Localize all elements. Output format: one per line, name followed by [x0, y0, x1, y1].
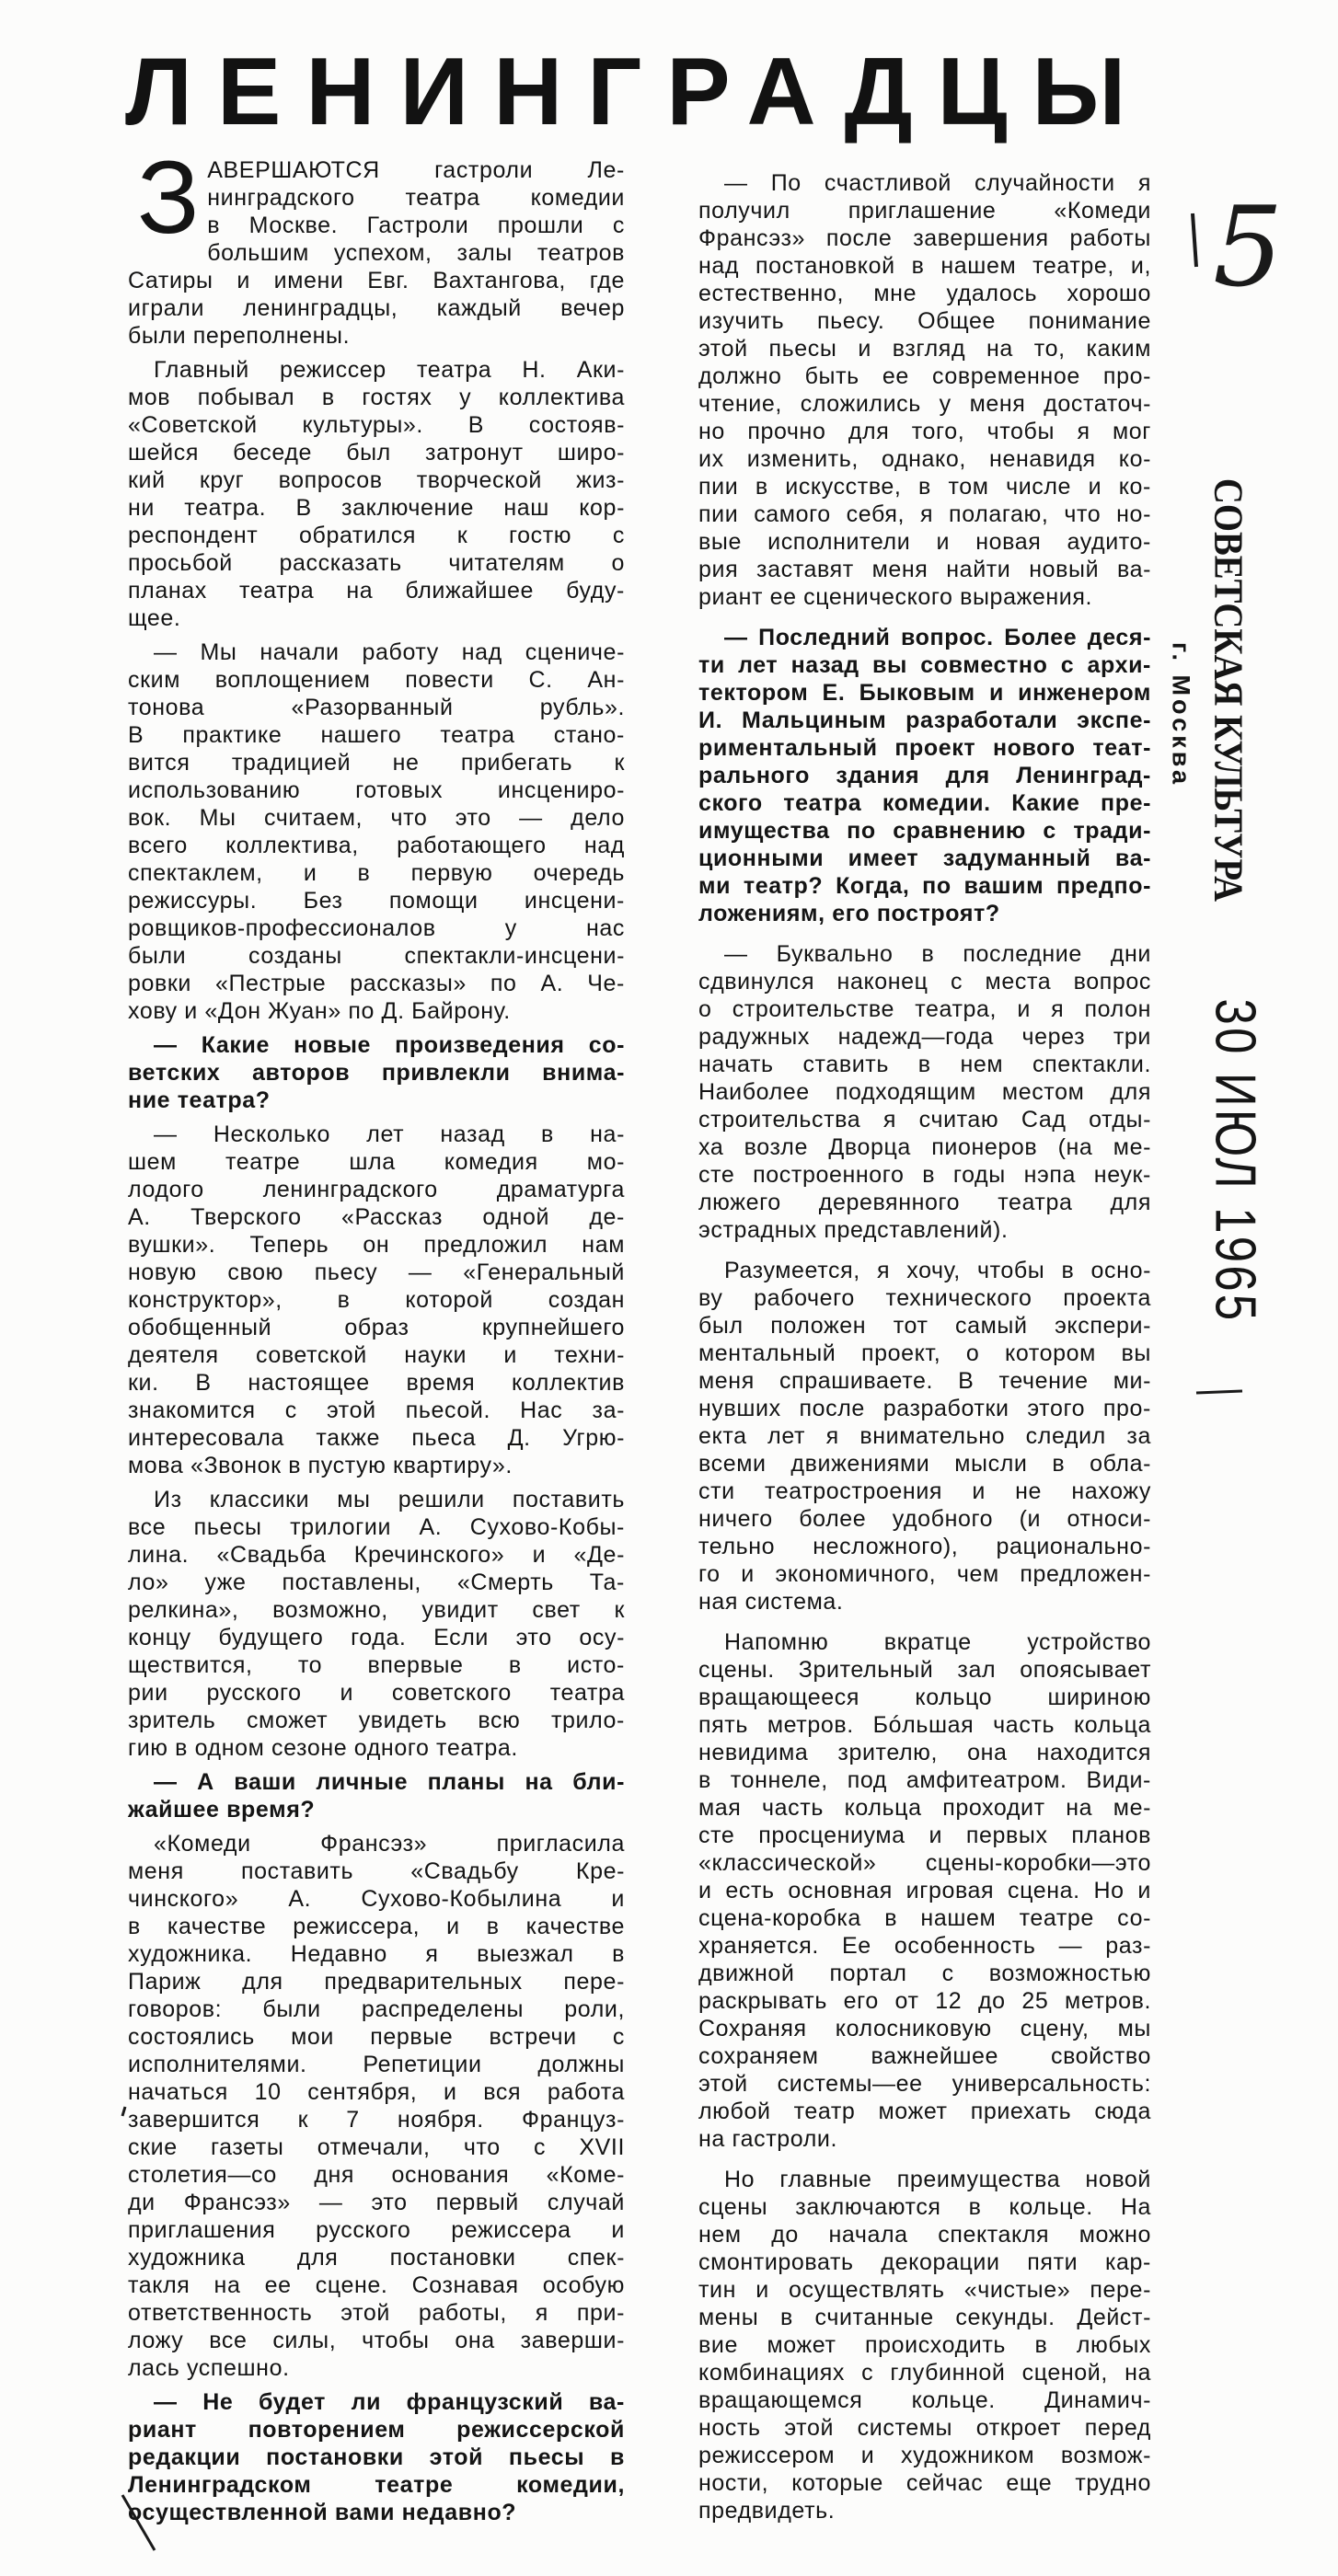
- text-line: ни театра. В заключение наш кор-: [128, 495, 625, 521]
- text-line: просьбой рассказать читателям о: [128, 550, 625, 576]
- text-line: «Советской культуры». В состояв-: [128, 412, 625, 438]
- text-line: естественно, мне удалось хорошо: [698, 281, 1151, 306]
- text-line: лодого ленинградского драматурга: [128, 1177, 625, 1202]
- text-line: — Какие новые произведения со-: [154, 1032, 625, 1058]
- text-line: ние театра?: [128, 1087, 271, 1113]
- text-line: изучить пьесу. Общее понимание: [698, 308, 1151, 334]
- text-line: ционными имеет задуманный ва-: [698, 845, 1151, 871]
- text-line: сцены. Зрительный зал опоясывает: [698, 1657, 1151, 1683]
- text-line: был положен тот самый экспери-: [698, 1313, 1151, 1339]
- text-line: сцена-коробка в нашем театре со-: [698, 1905, 1151, 1931]
- text-line: движной портал с возможностью: [698, 1961, 1151, 1986]
- text-line: нем до начала спектакля можно: [698, 2222, 1151, 2248]
- handwritten-archive-number: 5: [1213, 184, 1284, 312]
- text-line: должно быть ее современное про-: [698, 363, 1151, 389]
- text-line: строительства я считаю Сад отды-: [698, 1107, 1151, 1133]
- text-line: вится традицией не прибегать к: [128, 750, 625, 776]
- text-line: ментальный проект, о котором вы: [698, 1340, 1151, 1366]
- text-line: Главный режиссер театра Н. Аки-: [154, 357, 625, 383]
- text-line: зритель сможет увидеть всю трило-: [128, 1708, 625, 1733]
- text-line: большим успехом, залы театров: [207, 240, 625, 266]
- text-line: нувших после разработки этого про-: [698, 1396, 1151, 1421]
- text-line: ветских авторов привлекли внима-: [128, 1060, 625, 1086]
- text-line: Из классики мы решили поставить: [154, 1487, 625, 1512]
- text-line: рия заставят меня найти новый ва-: [698, 557, 1151, 582]
- text-line: на гастроли.: [698, 2126, 838, 2152]
- text-line: комбинациях с глубинной сценой, на: [698, 2360, 1151, 2386]
- text-line: вие может происходить в любых: [698, 2332, 1151, 2358]
- text-line: новую свою пьесу — «Генеральный: [128, 1259, 625, 1285]
- text-line: концу будущего года. Если это осу-: [128, 1625, 625, 1650]
- text-line: пии самого себя, я полагаю, что но-: [698, 501, 1151, 527]
- pen-stroke-top: [1193, 213, 1196, 267]
- text-line: риант повторением режиссерской: [128, 2417, 625, 2443]
- text-line: в Москве. Гастроли прошли с: [207, 213, 625, 238]
- text-line: редакции постановки этой пьесы в: [128, 2444, 625, 2470]
- text-line: радужных надежд—года через три: [698, 1024, 1151, 1050]
- text-line: храняется. Ее особенность — раз-: [698, 1933, 1151, 1959]
- text-line: шем театре шла комедия мо-: [128, 1149, 625, 1175]
- text-line: Сатиры и имени Евг. Вахтангова, где: [128, 268, 625, 293]
- text-line: имущества по сравнению с тради-: [698, 818, 1151, 844]
- pen-tick: [122, 2107, 125, 2116]
- text-line: всего коллектива, работающего над: [128, 833, 625, 858]
- text-line: ского театра комедии. Какие пре-: [698, 790, 1151, 816]
- text-line: планах театра на ближайшее буду-: [128, 578, 625, 604]
- text-line: в качестве режиссера, и в качестве: [128, 1914, 625, 1939]
- text-line: — А ваши личные планы на бли-: [154, 1769, 625, 1795]
- text-line: ности, которые сейчас еще трудно: [698, 2470, 1151, 2496]
- text-line: люжего деревянного театра для: [698, 1190, 1151, 1215]
- text-line: респондент обратился к гостю с: [128, 523, 625, 548]
- text-line: — Последний вопрос. Более деся-: [724, 625, 1151, 650]
- text-line: их изменить, однако, ненавидя ко-: [698, 446, 1151, 472]
- text-line: завершится к 7 ноября. Француз-: [128, 2107, 625, 2133]
- text-line: лина. «Свадьба Кречинского» и «Де-: [128, 1542, 625, 1568]
- text-line: кий круг вопросов творческой жиз-: [128, 467, 625, 493]
- text-line: ществится, то впервые в исто-: [128, 1652, 625, 1678]
- text-line: получил приглашение «Комеди: [698, 198, 1151, 224]
- text-line: ми театр? Когда, по вашим предпо-: [698, 873, 1151, 899]
- text-line: «классической» сцены-коробки—это: [698, 1850, 1151, 1876]
- drop-cap: З: [137, 140, 201, 255]
- text-line: ву рабочего технического проекта: [698, 1285, 1151, 1311]
- text-line: невидима зрителю, она находится: [698, 1740, 1151, 1765]
- text-line: Париж для предварительных пере-: [128, 1969, 625, 1995]
- text-line: тонова «Разорванный рубль».: [128, 695, 625, 720]
- text-line: вушки». Теперь он предложил нам: [128, 1232, 625, 1258]
- text-line: такля на ее сцене. Сознавая особую: [128, 2272, 625, 2298]
- text-line: интересовала также пьеса Д. Угрю-: [128, 1425, 625, 1451]
- text-line: режиссуры. Без помощи инсцени-: [128, 888, 625, 914]
- text-line: тектором Е. Быковым и инженером: [698, 680, 1151, 706]
- text-line: гию в одном сезоне одного театра.: [128, 1735, 518, 1761]
- text-line: мены в считанные секунды. Дейст-: [698, 2305, 1151, 2330]
- text-line: смонтировать декорации пяти кар-: [698, 2249, 1151, 2275]
- text-line: меня поставить «Свадьбу Кре-: [128, 1858, 625, 1884]
- text-line: ответственность этой работы, я при-: [128, 2300, 625, 2326]
- text-line: над постановкой в нашем театре, и,: [698, 253, 1151, 279]
- text-line: были переполнены.: [128, 323, 351, 349]
- text-line: жайшее время?: [128, 1797, 316, 1823]
- text-line: Ленинградском театре комедии,: [128, 2472, 625, 2498]
- text-line: И. Мальциным разработали экспе-: [698, 707, 1151, 733]
- text-line: деятеля советской науки и техни-: [128, 1342, 625, 1368]
- text-line: этой системы—ее универсальность:: [698, 2071, 1151, 2097]
- text-line: были созданы спектакли-инсцени-: [128, 943, 625, 969]
- text-line: «Комеди Франсэз» пригласила: [154, 1831, 625, 1857]
- text-line: спектаклем, и в первую очередь: [128, 860, 625, 886]
- text-line: ровки «Пестрые рассказы» по А. Че-: [128, 971, 625, 996]
- text-line: сти театростроения и не нахожу: [698, 1478, 1151, 1504]
- text-line: но прочно для того, чтобы я мог: [698, 419, 1151, 444]
- text-line: чинского» А. Сухово-Кобылина и: [128, 1886, 625, 1912]
- text-line: ложениям, его построят?: [698, 901, 1000, 926]
- text-line: сте построенного в годы нэпа неук-: [698, 1162, 1151, 1188]
- text-line: щее.: [128, 605, 181, 631]
- text-line: вые исполнители и новая аудито-: [698, 529, 1151, 555]
- text-line: вок. Мы считаем, что это — дело: [128, 805, 625, 831]
- text-line: ха возле Дворца пионеров (на ме-: [698, 1134, 1151, 1160]
- text-line: любой театр может приехать сюда: [698, 2099, 1151, 2124]
- text-line: играли ленинградцы, каждый вечер: [128, 295, 625, 321]
- text-line: нинградского театра комедии: [207, 185, 625, 211]
- text-line: говоров: были распределены роли,: [128, 1996, 625, 2022]
- text-line: художника. Недавно я выезжал в: [128, 1941, 625, 1967]
- text-line: пии в искусстве, в том числе и ко-: [698, 474, 1151, 500]
- text-line: — По счастливой случайности я: [724, 170, 1151, 196]
- text-line: всеми движениями мысли в обла-: [698, 1451, 1151, 1477]
- date-stamp: 30 ИЮЛ 1965: [1203, 998, 1267, 1324]
- text-line: в тоннеле, под амфитеатром. Види-: [698, 1767, 1151, 1793]
- text-line: Сохраняя колосниковую сцену, мы: [698, 2016, 1151, 2041]
- text-line: хову и «Дон Жуан» по Д. Байрону.: [128, 998, 511, 1024]
- text-line: рии русского и советского театра: [128, 1680, 625, 1706]
- text-line: ровщиков-профессионалов у нас: [128, 915, 625, 941]
- text-line: ти лет назад вы совместно с архи-: [698, 652, 1151, 678]
- text-line: состоялись мои первые встречи с: [128, 2024, 625, 2050]
- text-line: В практике нашего театра стано-: [128, 722, 625, 748]
- text-line: начаться 10 сентября, и вся работа: [128, 2079, 625, 2105]
- text-line: ничего более удобного (и относи-: [698, 1506, 1151, 1532]
- text-line: вращающееся кольцо шириною: [698, 1685, 1151, 1710]
- text-line: раскрывать его от 12 до 25 метров.: [698, 1988, 1151, 2014]
- text-line: рального здания для Ленинград-: [698, 763, 1151, 788]
- text-line: вращающемся кольце. Динамич-: [698, 2387, 1151, 2413]
- text-line: риант ее сценического выражения.: [698, 584, 1093, 610]
- text-line: конструктор», в которой создан: [128, 1287, 625, 1313]
- text-line: пять метров. Бóльшая часть кольца: [698, 1712, 1151, 1738]
- text-line: эстрадных представлений).: [698, 1217, 1009, 1243]
- pen-stroke-dash: [1196, 1391, 1242, 1393]
- text-line: использованию готовых инсцениро-: [128, 777, 625, 803]
- text-line: — Несколько лет назад в на-: [154, 1121, 625, 1147]
- text-line: ная система.: [698, 1589, 844, 1615]
- text-line: знакомится с этой пьесой. Нас за-: [128, 1397, 625, 1423]
- text-line: ность этой системы откроет перед: [698, 2415, 1151, 2441]
- text-line: режиссером и художником возмож-: [698, 2443, 1151, 2468]
- text-line: сохраняем важнейшее свойство: [698, 2043, 1151, 2069]
- text-line: предвидеть.: [698, 2498, 836, 2524]
- text-line: — Не будет ли французский ва-: [154, 2389, 625, 2415]
- text-line: начать ставить в нем спектакли.: [698, 1052, 1151, 1077]
- text-line: осуществленной вами недавно?: [128, 2500, 517, 2525]
- text-line: и есть основная игровая сцена. Но и: [698, 1878, 1151, 1903]
- text-line: обобщенный образ крупнейшего: [128, 1315, 625, 1340]
- text-line: все пьесы трилогии А. Сухово-Кобы-: [128, 1514, 625, 1540]
- text-line: ди Франсэз» — это первый случай: [128, 2190, 625, 2215]
- text-line: сдвинулся наконец с места вопрос: [698, 969, 1151, 995]
- text-line: о строительстве театра, и я полон: [698, 996, 1151, 1022]
- text-line: Разумеется, я хочу, чтобы в осно-: [724, 1258, 1151, 1283]
- text-line: ским воплощением повести С. Ан-: [128, 667, 625, 693]
- pen-stroke-diagonal: [122, 2495, 155, 2550]
- text-line: сцены заключаются в кольце. На: [698, 2194, 1151, 2220]
- text-line: екта лет я внимательно следил за: [698, 1423, 1151, 1449]
- text-line: шейся беседе был затронут широ-: [128, 440, 625, 466]
- text-line: Франсэз» после завершения работы: [698, 225, 1151, 251]
- text-line: лась успешно.: [128, 2355, 290, 2381]
- text-line: сте просцениума и первых планов: [698, 1823, 1151, 1848]
- text-line: ло» уже поставлены, «Смерть Та-: [128, 1570, 625, 1595]
- text-line: приглашения русского режиссера и: [128, 2217, 625, 2243]
- text-line: мова «Звонок в пустую квартиру».: [128, 1453, 513, 1478]
- city-stamp: г. Москва: [1167, 642, 1195, 788]
- text-line: мая часть кольца проходит на ме-: [698, 1795, 1151, 1821]
- text-line: релкина», возможно, увидит свет к: [128, 1597, 625, 1623]
- text-line: Напомню вкратце устройство: [724, 1629, 1151, 1655]
- text-line: го и экономичного, чем предложен-: [698, 1561, 1151, 1587]
- text-line: Наиболее подходящим местом для: [698, 1079, 1151, 1105]
- text-line: ские газеты отмечали, что с XVII: [128, 2134, 625, 2160]
- text-line: исполнителями. Репетиции должны: [128, 2052, 625, 2077]
- text-line: А. Тверского «Рассказ одной де-: [128, 1204, 625, 1230]
- text-line: ки. В настоящее время коллектив: [128, 1370, 625, 1396]
- text-line: тин и осуществлять «чистые» пере-: [698, 2277, 1151, 2303]
- text-line: риментальный проект нового теат-: [698, 735, 1151, 761]
- text-line: тельно несложного), рационально-: [698, 1534, 1151, 1559]
- text-line: столетия—со дня основания «Коме-: [128, 2162, 625, 2188]
- text-line: — Буквально в последние дни: [724, 941, 1151, 967]
- text-line: чтение, сложились у меня достаточ-: [698, 391, 1151, 417]
- text-line: — Мы начали работу над сцениче-: [154, 639, 625, 665]
- article-headline: ЛЕНИНГРАДЦЫ: [125, 39, 1151, 145]
- text-line: этой пьесы и взгляд на то, каким: [698, 336, 1151, 362]
- text-line: мов побывал в гостях у коллектива: [128, 385, 625, 410]
- text-line: ложу все силы, чтобы она заверши-: [128, 2328, 625, 2353]
- text-line: Но главные преимущества новой: [724, 2167, 1151, 2192]
- newspaper-name-stamp: СОВЕТСКАЯ КУЛЬТУРА: [1205, 477, 1251, 903]
- text-line: художника для постановки спек-: [128, 2245, 625, 2271]
- text-line: АВЕРШАЮТСЯ гастроли Ле-: [207, 157, 625, 183]
- text-line: меня спрашиваете. В течение ми-: [698, 1368, 1151, 1394]
